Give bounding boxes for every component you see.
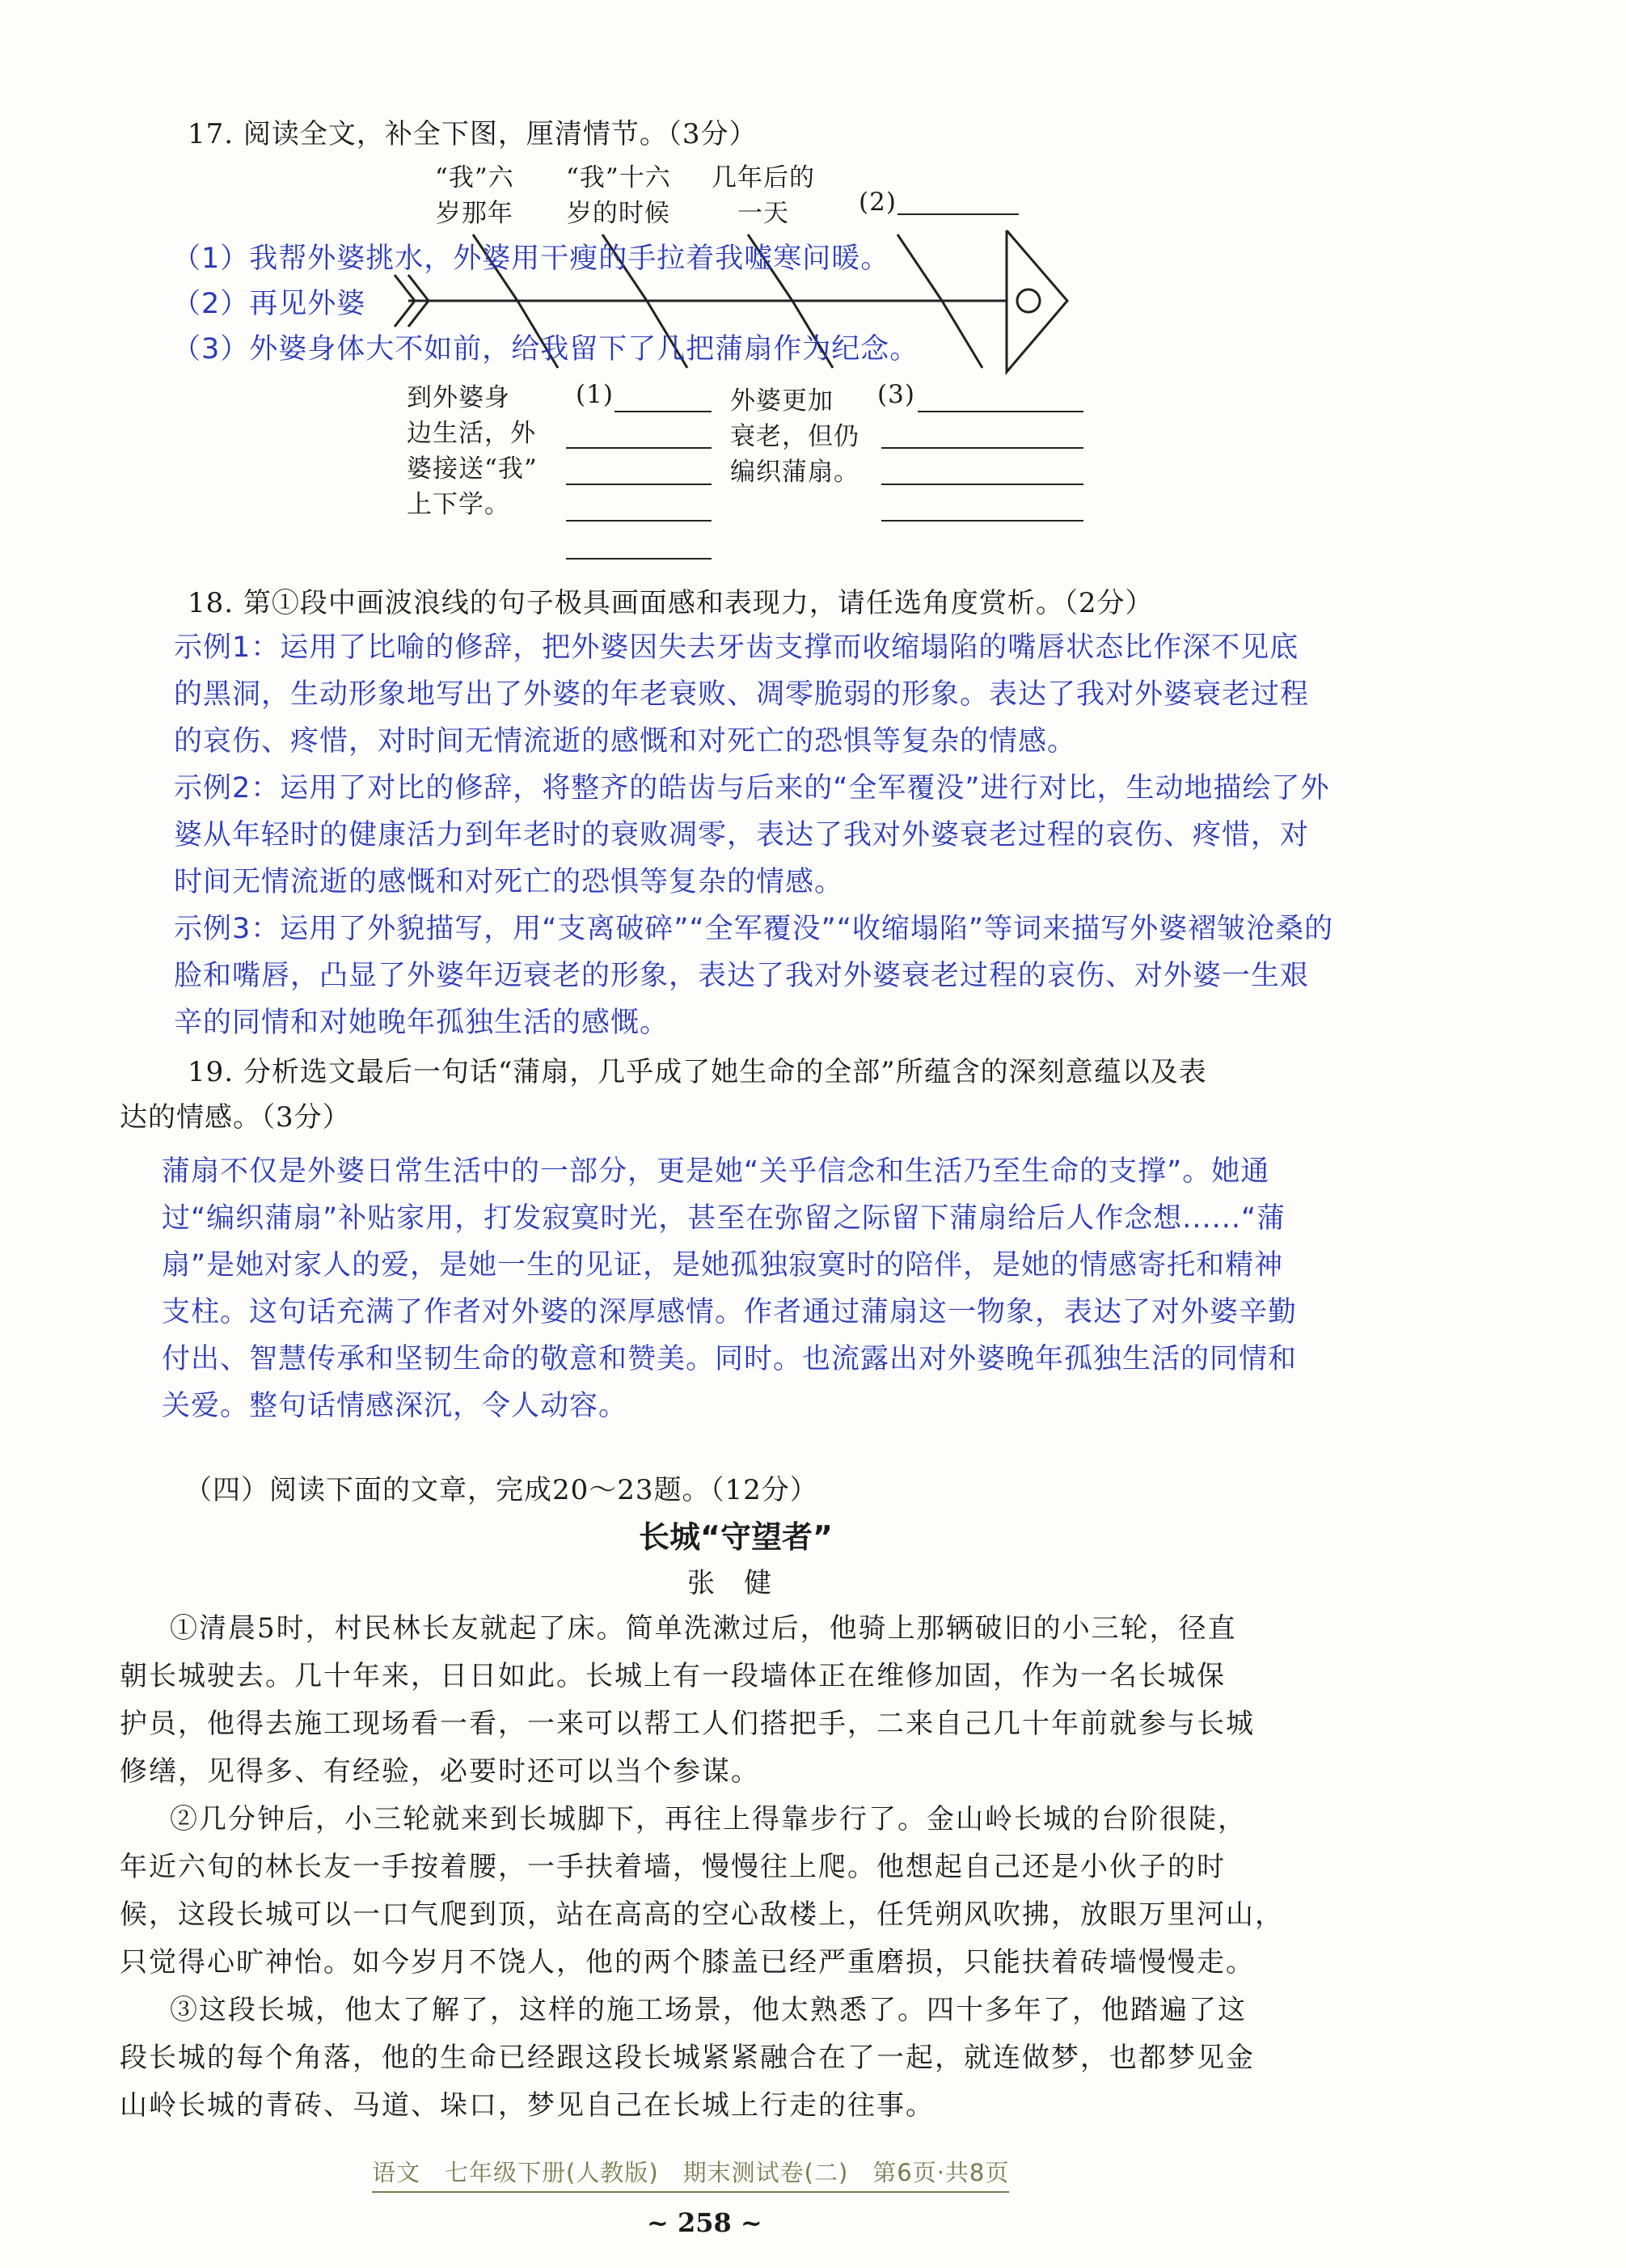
answer-line: 的哀伤、疼惜，对时间无情流逝的感慨和对死亡的恐惧等复杂的情感。 — [174, 725, 1077, 758]
upper-bone-4 — [897, 234, 942, 301]
blank-line — [918, 411, 1083, 412]
q17-answer-3: （3）外婆身体大不如前，给我留下了几把蒲扇作为纪念。 — [172, 333, 919, 365]
top-blank-label: (2) — [859, 188, 897, 217]
paragraph-line: 候，这段长城可以一口气爬到顶，站在高高的空心敌楼上，任凭朔风吹拂，放眼万里河山， — [120, 1898, 1284, 1931]
paragraph-line: ②几分钟后，小三轮就来到长城脚下，再往上得靠步行了。金山岭长城的台阶很陡， — [170, 1803, 1247, 1835]
q19-stem-1: 19. 分析选文最后一句话“蒲扇，几乎成了她生命的全部”所蕴含的深刻意蕴以及表 — [188, 1056, 1207, 1088]
article-title: 长城“守望者” — [639, 1519, 833, 1555]
paragraph-line: ③这段长城，他太了解了，这样的施工场景，他太熟悉了。四十多年了，他踏遍了这 — [170, 1994, 1247, 2026]
answer-line: 辛的同情和对她晚年孤独生活的感慨。 — [174, 1007, 669, 1039]
answer-line: 示例3：运用了外貌描写，用“支离破碎”“全军覆没”“收缩塌陷”等词来描写外婆褶皱沧桑的 — [174, 913, 1334, 945]
blank-line — [566, 558, 712, 560]
answer-line: 支柱。这句话充满了作者对外婆的深厚感情。作者通过蒲扇这一物象，表达了对外婆辛勤 — [162, 1296, 1298, 1328]
fishbone-eye — [1017, 289, 1040, 312]
bottom-col-1: 到外婆身 边生活，外 婆接送“我” 上下学。 — [407, 383, 538, 519]
page-number: ~ 258 ~ — [647, 2207, 762, 2238]
bottom-blank-3-label: (3) — [877, 380, 915, 409]
answer-line: 付出、智慧传承和坚韧生命的敬意和赞美。同时。也流露出对外婆晚年孤独生活的同情和 — [162, 1343, 1298, 1375]
blank-line — [881, 484, 1083, 485]
answer-line: 示例2：运用了对比的修辞，将整齐的皓齿与后来的“全军覆没”进行对比，生动地描绘了外 — [174, 772, 1330, 805]
bottom-col-3: 外婆更加 衰老，但仍 编织蒲扇。 — [730, 386, 859, 487]
article-author: 张 健 — [687, 1567, 772, 1599]
blank-line — [881, 447, 1083, 449]
bottom-blank-1-label: (1) — [576, 380, 614, 409]
paragraph-line: 年近六旬的林长友一手按着腰，一手扶着墙，慢慢往上爬。他想起自己还是小伙子的时 — [120, 1851, 1226, 1883]
paragraph-line: 护员，他得去施工现场看一看，一来可以帮工人们搭把手，二来自己几十年前就参与长城 — [120, 1708, 1255, 1740]
page-footer: 语文 七年级下册(人教版) 期末测试卷(二) 第6页·共8页 — [372, 2155, 1009, 2193]
answer-line: 蒲扇不仅是外婆日常生活中的一部分，更是她“关乎信念和生活乃至生命的支撑”。她通 — [162, 1155, 1270, 1188]
timeline-label-3: 几年后的 一天 — [712, 163, 815, 228]
paragraph-line: 只觉得心旷神怡。如今岁月不饶人，他的两个膝盖已经严重磨损，只能扶着砖墙慢慢走。 — [120, 1946, 1255, 1979]
q18-answer — [174, 624, 1459, 1046]
q18-stem: 18. 第①段中画波浪线的句子极具画面感和表现力，请任选角度赏析。（2分） — [188, 587, 1154, 619]
answer-line: 过“编织蒲扇”补贴家用，打发寂寞时光，甚至在弥留之际留下蒲扇给后人作念想......“蒲 — [162, 1202, 1286, 1235]
answer-line: 的黑洞，生动形象地写出了外婆的年老衰败、凋零脆弱的形象。表达了我对外婆衰老过程 — [174, 678, 1310, 711]
paragraph-line: 段长城的每个角落，他的生命已经跟这段长城紧紧融合在了一起，就连做梦，也都梦见金 — [120, 2042, 1255, 2074]
answer-line: 扇”是她对家人的爱，是她一生的见证，是她孤独寂寞时的陪伴，是她的情感寄托和精神 — [162, 1249, 1284, 1282]
blank-line — [615, 411, 712, 412]
q17-answer-2: （2）再见外婆 — [172, 288, 366, 320]
blank-line — [566, 447, 712, 449]
timeline-label-1: “我”六 岁那年 — [435, 163, 514, 228]
q17-answer-1: （1）我帮外婆挑水，外婆用干瘦的手拉着我嘘寒问暖。 — [172, 243, 890, 275]
section4-intro: （四）阅读下面的文章，完成20～23题。（12分） — [184, 1474, 818, 1506]
timeline-label-2: “我”十六 岁的时候 — [566, 163, 671, 228]
paragraph-line: 朝长城驶去。几十年来，日日如此。长城上有一段墙体正在维修加固，作为一名长城保 — [120, 1660, 1226, 1692]
blank-line — [881, 520, 1083, 522]
article-body — [120, 1605, 1349, 2130]
answer-line: 关爱。整句话情感深沉，令人动容。 — [162, 1390, 628, 1422]
blank-line — [566, 520, 712, 522]
q19-answer — [162, 1148, 1447, 1430]
answer-line: 时间无情流逝的感慨和对死亡的恐惧等复杂的情感。 — [174, 866, 844, 898]
answer-line: 脸和嘴唇，凸显了外婆年迈衰老的形象，表达了我对外婆衰老过程的哀伤、对外婆一生艰 — [174, 960, 1310, 992]
q19-stem-2: 达的情感。（3分） — [120, 1101, 351, 1134]
blank-line — [566, 484, 712, 485]
paragraph-line: ①清晨5时，村民林长友就起了床。简单洗漱过后，他骑上那辆破旧的小三轮，径直 — [170, 1612, 1237, 1645]
answer-line: 示例1：运用了比喻的修辞，把外婆因失去牙齿支撑而收缩塌陷的嘴唇状态比作深不见底 — [174, 631, 1299, 664]
fishbone-head — [1007, 230, 1067, 372]
paragraph-line: 山岭长城的青砖、马道、垛口，梦见自己在长城上行走的往事。 — [120, 2089, 935, 2122]
q17-stem: 17. 阅读全文，补全下图，厘清情节。（3分） — [188, 118, 758, 150]
lower-bone-4 — [942, 301, 982, 368]
answer-line: 婆从年轻时的健康活力到年老时的衰败凋零，表达了我对外婆衰老过程的哀伤、疼惜，对 — [174, 819, 1310, 851]
paragraph-line: 修缮，见得多、有经验，必要时还可以当个参谋。 — [120, 1755, 760, 1788]
